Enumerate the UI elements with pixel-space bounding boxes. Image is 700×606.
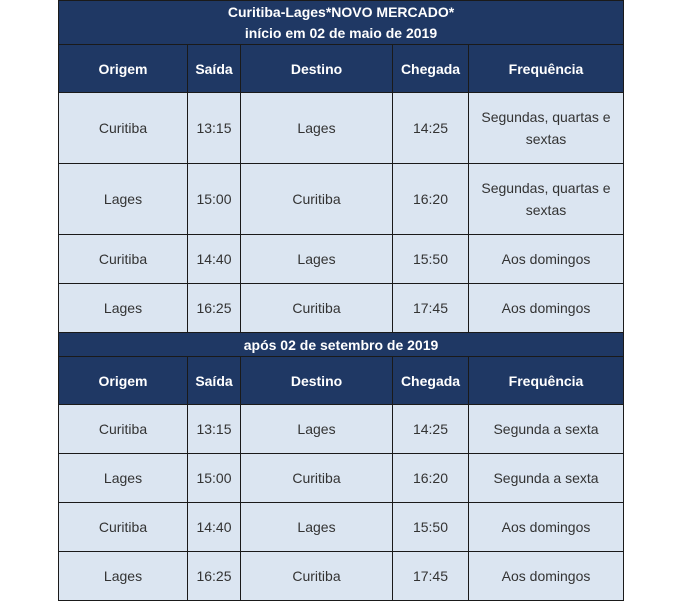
cell-saida: 13:15 — [188, 93, 241, 164]
cell-origem: Lages — [59, 164, 188, 235]
cell-frequencia: Segunda a sexta — [469, 405, 624, 454]
cell-origem: Curitiba — [59, 235, 188, 284]
schedule-title — [59, 1, 624, 45]
header-frequencia: Frequência — [469, 45, 624, 93]
cell-destino: Lages — [241, 235, 393, 284]
cell-frequencia: Aos domingos — [469, 235, 624, 284]
header-chegada: Chegada — [393, 45, 469, 93]
cell-frequencia: Segunda a sexta — [469, 454, 624, 503]
table-row — [59, 552, 624, 601]
cell-origem: Lages — [59, 284, 188, 333]
cell-destino: Curitiba — [241, 454, 393, 503]
cell-saida: 14:40 — [188, 503, 241, 552]
cell-frequencia: Aos domingos — [469, 552, 624, 601]
header-origem: Origem — [59, 45, 188, 93]
cell-chegada: 15:50 — [393, 503, 469, 552]
header-origem: Origem — [59, 357, 188, 405]
header-destino: Destino — [241, 45, 393, 93]
cell-frequencia: Segundas, quartas e sextas — [469, 164, 624, 235]
cell-chegada: 17:45 — [393, 284, 469, 333]
cell-chegada: 17:45 — [393, 552, 469, 601]
cell-chegada: 15:50 — [393, 235, 469, 284]
cell-frequencia: Aos domingos — [469, 284, 624, 333]
section-2-title-row — [59, 333, 624, 357]
table-row — [59, 284, 624, 333]
cell-saida: 16:25 — [188, 284, 241, 333]
cell-chegada: 16:20 — [393, 454, 469, 503]
cell-frequencia: Segundas, quartas e sextas — [469, 93, 624, 164]
schedule-title-row — [59, 1, 624, 45]
cell-destino: Curitiba — [241, 284, 393, 333]
cell-destino: Lages — [241, 93, 393, 164]
cell-chegada: 14:25 — [393, 93, 469, 164]
cell-chegada: 16:20 — [393, 164, 469, 235]
section-2-title: após 02 de setembro de 2019 — [59, 333, 624, 357]
header-saida: Saída — [188, 357, 241, 405]
cell-saida: 13:15 — [188, 405, 241, 454]
header-row-section-1 — [59, 45, 624, 93]
cell-origem: Curitiba — [59, 503, 188, 552]
header-chegada: Chegada — [393, 357, 469, 405]
title-line-1: Curitiba-Lages*NOVO MERCADO* — [227, 3, 455, 20]
schedule-table — [58, 0, 624, 601]
header-row-section-2 — [59, 357, 624, 405]
cell-saida: 14:40 — [188, 235, 241, 284]
cell-saida: 16:25 — [188, 552, 241, 601]
header-saida: Saída — [188, 45, 241, 93]
cell-destino: Lages — [241, 503, 393, 552]
title-line-2: início em 02 de maio de 2019 — [244, 24, 438, 41]
table-row — [59, 503, 624, 552]
cell-destino: Curitiba — [241, 552, 393, 601]
table-row — [59, 405, 624, 454]
cell-origem: Curitiba — [59, 405, 188, 454]
cell-chegada: 14:25 — [393, 405, 469, 454]
header-destino: Destino — [241, 357, 393, 405]
table-row — [59, 164, 624, 235]
cell-saida: 15:00 — [188, 454, 241, 503]
cell-destino: Curitiba — [241, 164, 393, 235]
header-frequencia: Frequência — [469, 357, 624, 405]
cell-destino: Lages — [241, 405, 393, 454]
cell-saida: 15:00 — [188, 164, 241, 235]
cell-frequencia: Aos domingos — [469, 503, 624, 552]
table-row — [59, 235, 624, 284]
table-row — [59, 93, 624, 164]
cell-origem: Lages — [59, 454, 188, 503]
table-row — [59, 454, 624, 503]
cell-origem: Curitiba — [59, 93, 188, 164]
cell-origem: Lages — [59, 552, 188, 601]
